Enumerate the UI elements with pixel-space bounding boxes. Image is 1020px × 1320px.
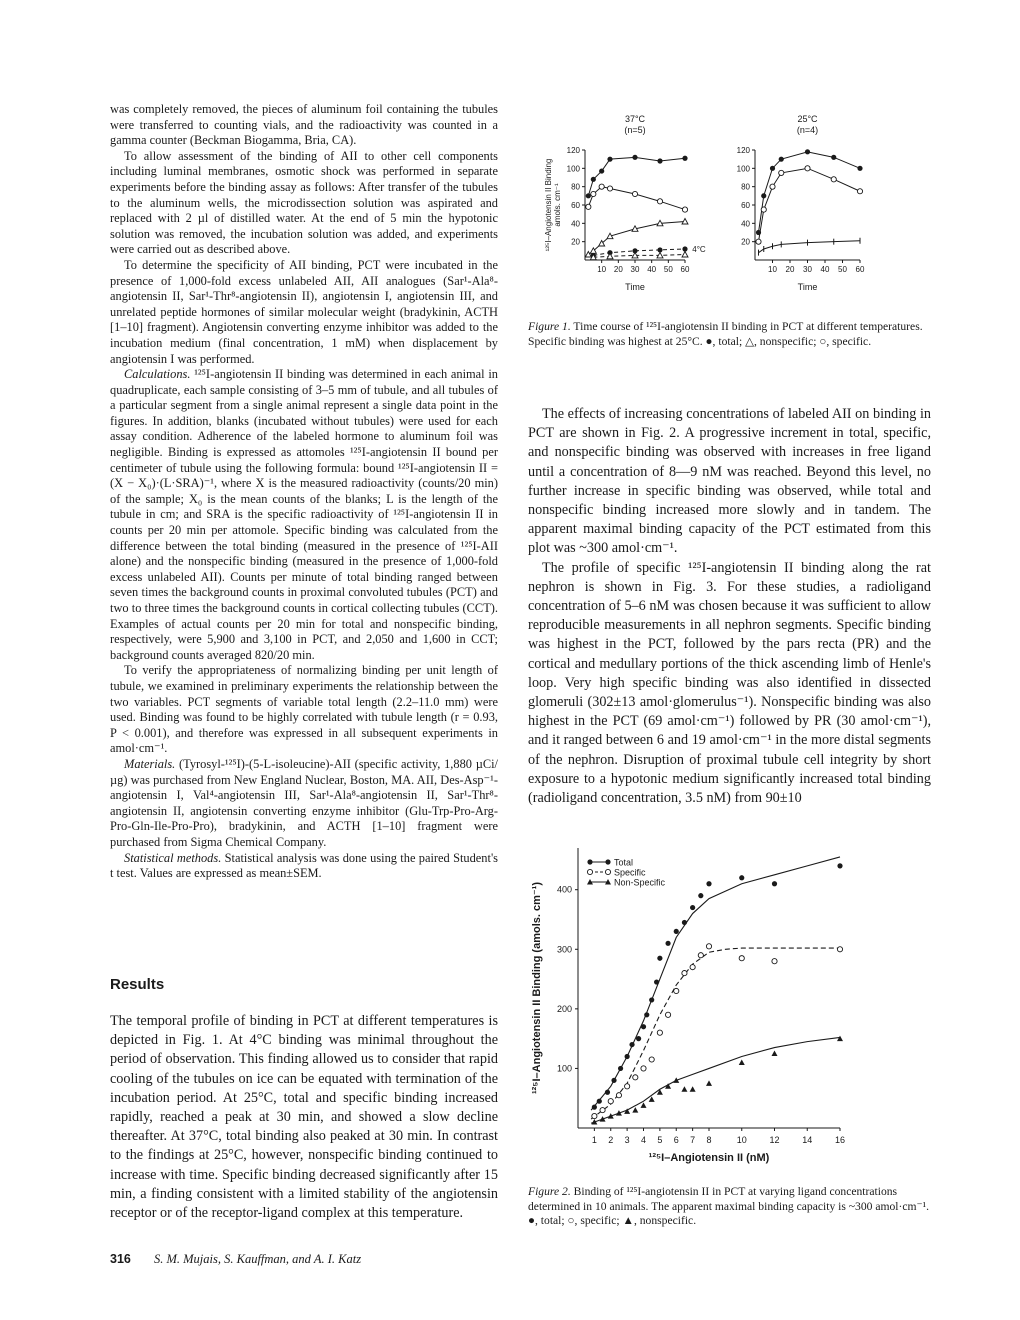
x-tick-label: 50	[838, 265, 847, 274]
y-tick-label: 60	[571, 201, 580, 210]
paragraph: To verify the appropriateness of normalizing binding per unit length of tubule, we examined in preliminary experiments the relationship between the two variables. PCT segments of variable total length (2.2–11.0 mm) were used. Binding was found to be highly correlated with tubule length (r = 0.93, P < 0.001), and therefore was expressed in all subsequent experiments in amol·cm⁻¹.	[110, 663, 498, 756]
data-point	[629, 1042, 634, 1047]
run-in-heading: Materials.	[124, 756, 176, 771]
data-point	[706, 944, 711, 949]
run-in-heading: Statistical methods.	[124, 850, 222, 865]
legend-marker	[605, 869, 610, 874]
data-point	[779, 170, 784, 175]
paragraph: The profile of specific ¹²⁵I-angiotensin II binding along the rat nephron is shown in Fig. 3. For these studies, a radioligand concentration of 5–6 nM was chosen because it was sufficient to allow reproducible measurements in all nephron segments. Specific binding was highest in the PCT, followed by the pars recta (PR) and the cortical and medullary portions of the thick ascending limb of Henle's loop. Very high specific binding was also identified in dissected glomeruli (302±13 amol·glomerulus⁻¹). Nonspecific binding was also highest in the PCT (69 amol·cm⁻¹) followed by PR (30 amol·cm⁻¹), and it ranged between 6 and 19 amol·cm⁻¹ in the more distal segments of the nephron. Disruption of proximal tubule cell integrity by short exposure to a hypotonic medium significantly increased total binding (radioligand concentration, 3.5 nM) from 90±10	[528, 559, 931, 807]
y-axis-label: ¹²⁵I–Angiotensin II Binding	[544, 158, 553, 252]
results-body	[110, 1012, 498, 1223]
data-point	[837, 947, 842, 952]
data-point	[739, 956, 744, 961]
series-line-specific	[588, 187, 685, 210]
chart-binding-concentration	[531, 848, 845, 1164]
data-point	[636, 1036, 641, 1041]
footer-authors: S. M. Mujais, S. Kauffman, and A. I. Katz	[153, 1252, 362, 1266]
data-point	[831, 177, 836, 182]
paragraph: To allow assessment of the binding of AII to other cell components including luminal membranes, osmotic shock was performed in separate experiments before the binding assay as follows: After transfer of the tubules to the aluminum wells, the microdissection solution was aspirated and replaced with 2 µl of distilled water. At the end of 5 min the hypotonic solution was removed, the incubation solution was added, and experiments were carried out as described above.	[110, 148, 498, 257]
x-tick-label: 10	[736, 1135, 747, 1145]
data-point	[641, 1102, 647, 1108]
x-tick-label: 14	[802, 1135, 813, 1145]
data-point	[682, 971, 687, 976]
y-tick-label: 80	[741, 182, 750, 192]
x-tick-label: 7	[690, 1135, 696, 1145]
data-point	[600, 1108, 605, 1113]
x-tick-label: 8	[706, 1135, 712, 1145]
data-point	[698, 953, 703, 958]
paragraph	[110, 367, 498, 663]
data-point	[690, 965, 695, 970]
page-number: 316	[110, 1252, 131, 1266]
chart-title: 37°C	[624, 114, 646, 124]
right-column	[528, 405, 931, 808]
y-tick-label: 120	[736, 146, 750, 155]
figure-2-caption	[528, 1185, 933, 1229]
data-point	[654, 979, 659, 984]
paragraph: The temporal profile of binding in PCT at different temperatures is depicted in Fig. 1. At 4°C binding was minimal throughout the period of observation. This finding allowed us to consider that rapid cooling of the tubules on ice can be equated with termination of the incubation period. At 25°C, total and specific binding increased rapidly, reached a peak at 30 min, and showed a slow decline thereafter. At 37°C, total binding also peaked at 30 min. In contrast to the findings at 25°C, however, nonspecific binding continued to increase with time. Specific binding decreased significantly after 15 min, a finding consistent with a limited stability of the angiotensin receptor or of the receptor-ligand complex at this temperature.	[110, 1013, 498, 1222]
data-point	[632, 155, 637, 160]
data-point	[837, 1036, 843, 1042]
data-point	[597, 1099, 602, 1104]
data-point	[779, 157, 784, 162]
data-point	[633, 1075, 638, 1080]
data-point	[665, 941, 670, 946]
data-point	[592, 1105, 597, 1110]
paragraph: was completely removed, the pieces of aluminum foil containing the tubules were transferred to counting vials, and the radioactivity was counted in a gamma counter (Beckman Biogamma, Bria, CA).	[110, 102, 498, 148]
data-point	[770, 166, 775, 171]
x-axis-label: Time	[625, 282, 645, 292]
data-point	[608, 1099, 613, 1104]
data-point	[586, 204, 591, 209]
data-point	[649, 1057, 654, 1062]
x-tick-label: 4	[640, 1135, 647, 1145]
caption-text: Binding of ¹²⁵I-angiotensin II in PCT at varying ligand concentrations determined in 10 animals. The apparent maximal binding capacity is ~300 amol·cm⁻¹. ●, total; ○, specific; ▲, nonspecific.	[528, 1185, 930, 1228]
data-point	[739, 1059, 745, 1065]
data-point	[739, 875, 744, 880]
x-tick-label: 12	[769, 1135, 780, 1145]
page-footer	[110, 1252, 361, 1267]
y-tick-label: 100	[556, 1063, 572, 1074]
y-tick-label: 100	[566, 164, 580, 174]
x-tick-label: 40	[647, 265, 657, 274]
x-tick-label: 1	[591, 1135, 597, 1145]
legend-marker	[587, 869, 592, 874]
x-tick-label: 2	[608, 1135, 614, 1145]
x-tick-label: 60	[855, 265, 865, 274]
paragraph-text: Statistical analysis was done using the paired Student's t test. Values are expressed as mean±SEM.	[110, 850, 498, 881]
figure-1	[510, 105, 920, 315]
x-tick-label: 10	[768, 265, 777, 274]
data-point	[674, 988, 679, 993]
caption-label: Figure 1.	[528, 320, 571, 333]
data-point	[625, 1084, 630, 1089]
legend-marker	[605, 859, 610, 864]
data-point	[607, 157, 612, 162]
chart-subtitle: (n=5)	[624, 125, 646, 135]
data-point	[761, 207, 766, 212]
x-tick-label: 60	[680, 265, 690, 274]
data-point	[690, 1086, 696, 1092]
data-point	[607, 186, 612, 191]
figure-1-caption	[528, 320, 933, 349]
data-point	[761, 193, 766, 198]
data-point	[625, 1054, 630, 1059]
y-tick-label: 100	[736, 164, 750, 174]
series-line-specific	[759, 168, 861, 241]
data-point	[611, 1078, 616, 1083]
y-tick-label: 20	[571, 237, 580, 247]
data-point	[706, 881, 711, 886]
data-point	[698, 893, 703, 898]
data-point	[682, 207, 687, 212]
chart-37c	[544, 114, 706, 292]
series-line-total	[588, 157, 685, 196]
caption-label: Figure 2.	[528, 1185, 571, 1198]
legend-label: Non-Specific	[614, 877, 666, 888]
legend-marker	[587, 859, 592, 864]
data-point	[616, 1093, 621, 1098]
paragraph-text: ¹²⁵I-angiotensin II binding was determined in each animal in quadruplicate, each sample consisting of 3–5 mm of tubule, and all tubules of a particular segment from a single animal represent a single data point in the figures. In addition, blanks (incubated without tubules) were used for each assay condition. Adherence of the labeled hormone to aluminum foil was negligible. Binding is expressed as attomoles ¹²⁵I-angiotensin II bound per centimeter of tubule using the following formula: bound ¹²⁵I-angiotensin II = (X − X₀)·(L·SRA)⁻¹, where X is the measured radioactivity (counts/20 min) of the sample; X₀ is the mean counts of the blanks; L is the length of the tubule in cm; and SRA is the specific radioactivity of ¹²⁵I-angiotensin II in counts per 20 min per attomole. Specific binding was calculated from the difference between the total binding (measured in the presence of ¹²⁵I-AII alone) and the nonspecific binding (measured in the presence of 1,000-fold excess unlabeled AII). Counts per minute of total binding ranged between seven times the background counts in proximal convoluted tubules (PCT) and two to three times the background counts in cortical collecting tubules (CCT). Examples of actual counts per 20 min for total and nonspecific binding, respectively, were 5,900 and 3,100 in PCT, and 2,050 and 1,600 in CCT; background counts averaged 820/20 min.	[110, 367, 498, 662]
series-line-total	[759, 152, 861, 233]
data-point	[644, 1012, 649, 1017]
x-tick-label: 20	[785, 265, 795, 274]
paragraph: To determine the specificity of AII binding, PCT were incubated in the presence of 1,000-fold excess unlabeled AII, AII analogues (Sar¹-Ala⁸-angiotensin II, Sar¹-Thr⁸-angiotensin II), angiotensin I, angiotensin III, and unrelated peptide hormones of similar molecular weight (bradykinin, ACTH [1–10] fragment). Angiotensin converting enzyme inhibitor was added to the incubation medium (final concentration, 1 mM) when displacement by angiotensin I was performed.	[110, 257, 498, 366]
data-point	[599, 168, 604, 173]
data-point	[632, 191, 637, 196]
data-point	[657, 158, 662, 163]
figure-2	[520, 838, 920, 1183]
y-tick-label: 400	[556, 884, 572, 895]
x-tick-label: 16	[834, 1135, 846, 1145]
annotation-4c: 4°C	[692, 245, 706, 254]
left-column	[110, 102, 498, 882]
y-tick-label: 300	[556, 944, 572, 955]
paragraph: The effects of increasing concentrations of labeled AII on binding in PCT are shown in Fig. 2. A progressive increment in total, specific, and nonspecific binding was observed with increases in free ligand until a concentration of 8—9 nM was reached. Beyond this level, no further increase in specific binding was observed, while total and nonspecific binding increased more slowly and in tandem. The apparent maximal binding capacity of the PCT estimated from this plot was ~300 amol·cm⁻¹.	[528, 406, 931, 557]
data-point	[586, 193, 591, 198]
x-tick-label: 10	[597, 265, 607, 274]
data-point	[599, 184, 604, 189]
x-tick-label: 5	[657, 1135, 663, 1145]
data-point	[770, 184, 775, 189]
data-point	[682, 920, 687, 925]
series-curve-total	[591, 857, 840, 1110]
data-point	[641, 1066, 646, 1071]
data-point	[756, 239, 761, 244]
data-point	[657, 1089, 663, 1095]
data-point	[657, 199, 662, 204]
data-point	[618, 1066, 623, 1071]
y-tick-label: 60	[741, 201, 750, 210]
y-tick-label: 40	[741, 219, 750, 229]
y-tick-label: 20	[741, 237, 750, 247]
x-axis-label: ¹²⁵I–Angiotensin II (nM)	[648, 1152, 770, 1164]
y-tick-label: 200	[556, 1003, 572, 1014]
data-point	[831, 155, 836, 160]
data-point	[657, 1030, 662, 1035]
chart-25c	[737, 114, 865, 292]
paragraph	[110, 757, 498, 851]
y-tick-label: 120	[566, 146, 580, 155]
y-tick-label: 80	[571, 182, 580, 192]
caption-text: Time course of ¹²⁵I-angiotensin II binding in PCT at different temperatures. Specific binding was highest at 25°C. ●, total; △, nonspecific; ○, specific.	[528, 320, 923, 348]
data-point	[805, 166, 810, 171]
series-line-total-4-C	[593, 249, 685, 255]
data-point	[772, 1051, 778, 1057]
series-curve-specific	[591, 948, 840, 1119]
paragraph-text: (Tyrosyl-¹²⁵I)-(5-L-isoleucine)-AII (specific activity, 1,880 µCi/µg) was purchased from New England Nuclear, Boston, MA. AII, Des-Asp⁻¹-angiotensin I, Val⁴-angiotensin III, Sar¹-Ala⁸-angiotensin II, Sar¹-Thr⁸-angiotensin II, angiotensin converting enzyme inhibitor (Glu-Trp-Pro-Arg-Pro-Gln-Ile-Pro-Pro), bradykinin, and ACTH [1–10] fragment were purchased from Sigma Chemical Company.	[110, 756, 498, 849]
series-line-nonspecific-4-C	[593, 255, 685, 258]
y-axis-label-unit: amols. cm⁻¹	[553, 183, 562, 227]
series-curve-non-specific	[591, 1037, 840, 1123]
data-point	[682, 156, 687, 161]
section-heading: Results	[110, 976, 165, 993]
x-axis-label: Time	[797, 282, 818, 292]
x-tick-label: 20	[613, 265, 623, 274]
data-point	[674, 929, 679, 934]
paragraph	[110, 851, 498, 882]
data-point	[657, 956, 662, 961]
x-tick-label: 50	[663, 265, 673, 274]
y-axis-label: ¹²⁵I–Angiotensin II Binding (amols. cm⁻¹)	[531, 881, 543, 1095]
data-point	[682, 252, 688, 258]
x-tick-label: 6	[673, 1135, 679, 1145]
data-point	[681, 1086, 687, 1092]
data-point	[857, 189, 862, 194]
x-tick-label: 30	[803, 265, 812, 274]
data-point	[649, 997, 654, 1002]
series-line-nonspecific	[759, 241, 861, 253]
chart-subtitle: (n=4)	[796, 125, 819, 135]
y-tick-label: 40	[571, 219, 580, 229]
run-in-heading: Calculations.	[124, 367, 191, 382]
data-point	[605, 1090, 610, 1095]
x-tick-label: 30	[630, 265, 640, 274]
data-point	[706, 1080, 712, 1086]
legend-label: Specific	[614, 867, 646, 878]
data-point	[591, 191, 596, 196]
x-tick-label: 40	[820, 265, 830, 274]
data-point	[837, 863, 842, 868]
chart-title: 25°C	[797, 114, 818, 124]
data-point	[690, 905, 695, 910]
data-point	[591, 177, 596, 182]
x-tick-label: 3	[624, 1135, 630, 1145]
data-point	[665, 1012, 670, 1017]
data-point	[857, 166, 862, 171]
legend-label: Total	[614, 857, 634, 868]
data-point	[772, 959, 777, 964]
data-point	[592, 1113, 597, 1118]
data-point	[641, 1024, 646, 1029]
data-point	[632, 1107, 638, 1113]
data-point	[772, 881, 777, 886]
data-point	[805, 149, 810, 154]
